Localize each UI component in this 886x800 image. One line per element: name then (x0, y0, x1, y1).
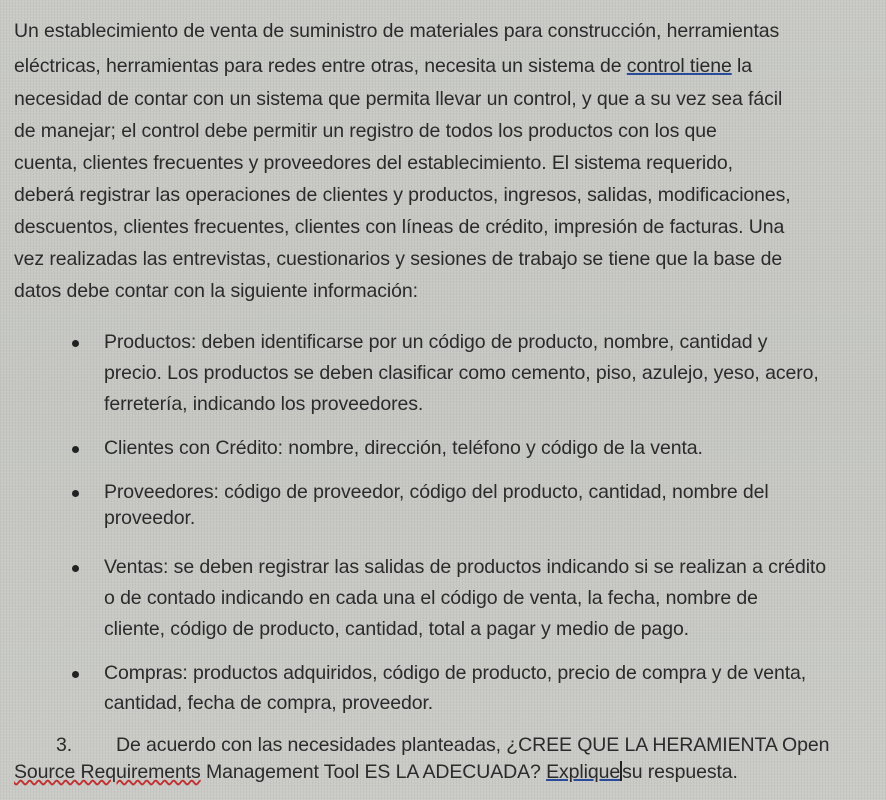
bullet-icon (72, 490, 79, 497)
question-text: Management Tool ES LA ADECUADA? (200, 761, 547, 783)
intro-text: la (731, 55, 753, 77)
intro-line (14, 55, 752, 78)
bullet-icon (72, 340, 79, 347)
underlined-word[interactable]: Explique (546, 761, 621, 783)
bullet-icon (72, 565, 79, 572)
bullet-line: precio. Los productos se deben clasificar como cemento, piso, azulejo, yeso, acero, (104, 362, 819, 384)
intro-line: cuenta, clientes frecuentes y proveedores del establecimiento. El sistema requerido, (14, 152, 733, 174)
bullet-line: ferretería, indicando los proveedores. (104, 393, 424, 415)
bullet-line: Proveedores: código de proveedor, código del producto, cantidad, nombre del (104, 481, 769, 503)
bullet-line: cantidad, fecha de compra, proveedor. (104, 692, 434, 714)
intro-line: de manejar; el control debe permitir un registro de todos los productos con los que (14, 120, 717, 142)
bullet-line: Clientes con Crédito: nombre, dirección, teléfono y código de la venta. (104, 437, 703, 459)
bullet-icon (72, 446, 79, 453)
question-number: 3. (56, 734, 73, 756)
bullet-line: Compras: productos adquiridos, código de producto, precio de compra y de venta, (104, 662, 807, 684)
bullet-line: proveedor. (104, 507, 196, 529)
question-line: De acuerdo con las necesidades planteadas, ¿CREE QUE LA HERAMIENTA Open (116, 734, 830, 756)
question-line (14, 761, 738, 784)
underlined-text[interactable]: control tiene (626, 55, 732, 77)
bullet-icon (72, 671, 79, 678)
intro-line: vez realizadas las entrevistas, cuestionarios y sesiones de trabajo se tiene que la base de (14, 248, 783, 270)
intro-line: Un establecimiento de venta de suministro de materiales para construcción, herramientas (14, 20, 780, 42)
bullet-line: Productos: deben identificarse por un código de producto, nombre, cantidad y (104, 331, 768, 353)
bullet-line: Ventas: se deben registrar las salidas de productos indicando si se realizan a crédito (104, 556, 826, 578)
intro-line: datos debe contar con la siguiente información: (14, 280, 418, 302)
bullet-line: o de contado indicando en cada una el código de venta, la fecha, nombre de (104, 587, 758, 609)
bullet-line: cliente, código de producto, cantidad, total a pagar y medio de pago. (104, 618, 690, 640)
intro-line: necesidad de contar con un sistema que permita llevar un control, y que a su vez sea fácil (14, 88, 783, 110)
intro-text: eléctricas, herramientas para redes entre otras, necesita un sistema de (14, 55, 627, 77)
question-text: su respuesta. (622, 761, 738, 783)
intro-line: descuentos, clientes frecuentes, clientes con líneas de crédito, impresión de facturas. Una (14, 216, 785, 238)
misspelled-text[interactable]: Source Requirements (14, 761, 201, 783)
intro-line: deberá registrar las operaciones de clientes y productos, ingresos, salidas, modificaciones, (14, 184, 791, 206)
